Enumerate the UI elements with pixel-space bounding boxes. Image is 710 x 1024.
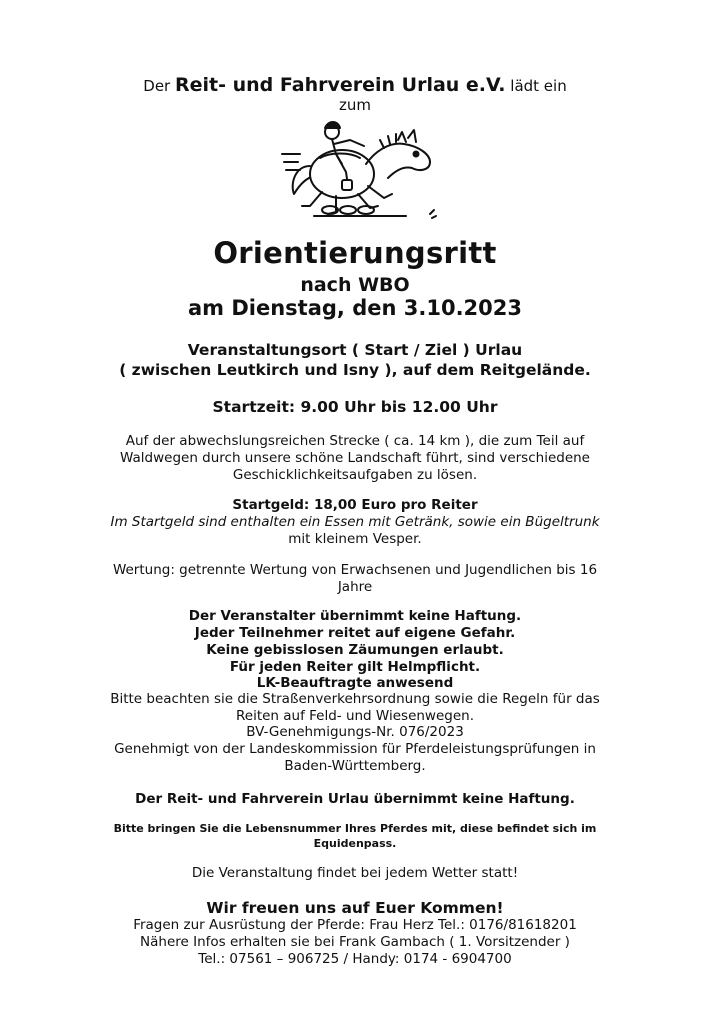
liability-note: Der Reit- und Fahrverein Urlau übernimmt keine Haftung. [135, 791, 575, 807]
venue-line-1: Veranstaltungsort ( Start / Ziel ) Urlau [187, 341, 523, 359]
contact-line: Fragen zur Ausrüstung der Pferde: Frau Herz Tel.: 0176/81618201 [133, 917, 577, 933]
closing-thanks: Wir freuen uns auf Euer Kommen! [206, 899, 504, 917]
rule-line: Jeder Teilnehmer reitet auf eigene Gefahr. [194, 625, 516, 641]
horse-rider-cartoon-icon [280, 114, 440, 222]
notes-line: Baden-Württemberg. [284, 758, 426, 774]
rating-line: Wertung: getrennte Wertung von Erwachsenen und Jugendlichen bis 16 [112, 562, 598, 578]
description-line: Waldwegen durch unsere schöne Landschaft führt, sind verschiedene [120, 450, 590, 466]
notes-line: BV-Genehmigungs-Nr. 076/2023 [246, 724, 464, 740]
venue-line-2: ( zwischen Leutkirch und Isny ), auf dem Reitgelände. [119, 361, 591, 379]
rule-line: Der Veranstalter übernimmt keine Haftung. [188, 608, 522, 624]
intro-prefix: Der [143, 77, 171, 95]
passport-line: Bitte bringen Sie die Lebensnummer Ihres Pferdes mit, diese befindet sich im [113, 822, 597, 835]
notes-line: Reiten auf Feld- und Wiesenwegen. [235, 708, 474, 724]
event-date: am Dienstag, den 3.10.2023 [188, 296, 522, 320]
notes-line: Bitte beachten sie die Straßenverkehrsordnung sowie die Regeln für das [110, 691, 600, 707]
event-subtitle: nach WBO [300, 274, 410, 296]
rule-line: Für jeden Reiter gilt Helmpflicht. [229, 659, 481, 675]
description-line: Geschicklichkeitsaufgaben zu lösen. [232, 467, 478, 483]
rule-line: Keine gebisslosen Zäumungen erlaubt. [206, 642, 504, 658]
contact-line: Tel.: 07561 – 906725 / Handy: 0174 - 6904700 [198, 951, 512, 967]
rule-line: LK-Beauftragte anwesend [256, 675, 454, 691]
passport-line: Equidenpass. [313, 837, 397, 850]
contact-line: Nähere Infos erhalten sie bei Frank Gambach ( 1. Vorsitzender ) [140, 934, 570, 950]
club-name: Reit- und Fahrverein Urlau e.V. [175, 74, 506, 96]
notes-line: Genehmigt von der Landeskommission für Pferdeleistungsprüfungen in [114, 741, 596, 757]
intro-suffix: lädt ein [510, 77, 567, 95]
intro-zum: zum [339, 96, 371, 114]
start-time: Startzeit: 9.00 Uhr bis 12.00 Uhr [212, 398, 498, 416]
intro-line [0, 74, 710, 96]
weather-note: Die Veranstaltung findet bei jedem Wetter statt! [191, 865, 519, 881]
fee-details-line: mit kleinem Vesper. [288, 531, 422, 547]
fee-heading: Startgeld: 18,00 Euro pro Reiter [232, 497, 478, 513]
fee-details-line: Im Startgeld sind enthalten ein Essen mit Getränk, sowie ein Bügeltrunk [110, 514, 600, 530]
rating-line: Jahre [337, 579, 373, 595]
event-title: Orientierungsritt [213, 236, 497, 270]
description-line: Auf der abwechslungsreichen Strecke ( ca. 14 km ), die zum Teil auf [125, 433, 585, 449]
